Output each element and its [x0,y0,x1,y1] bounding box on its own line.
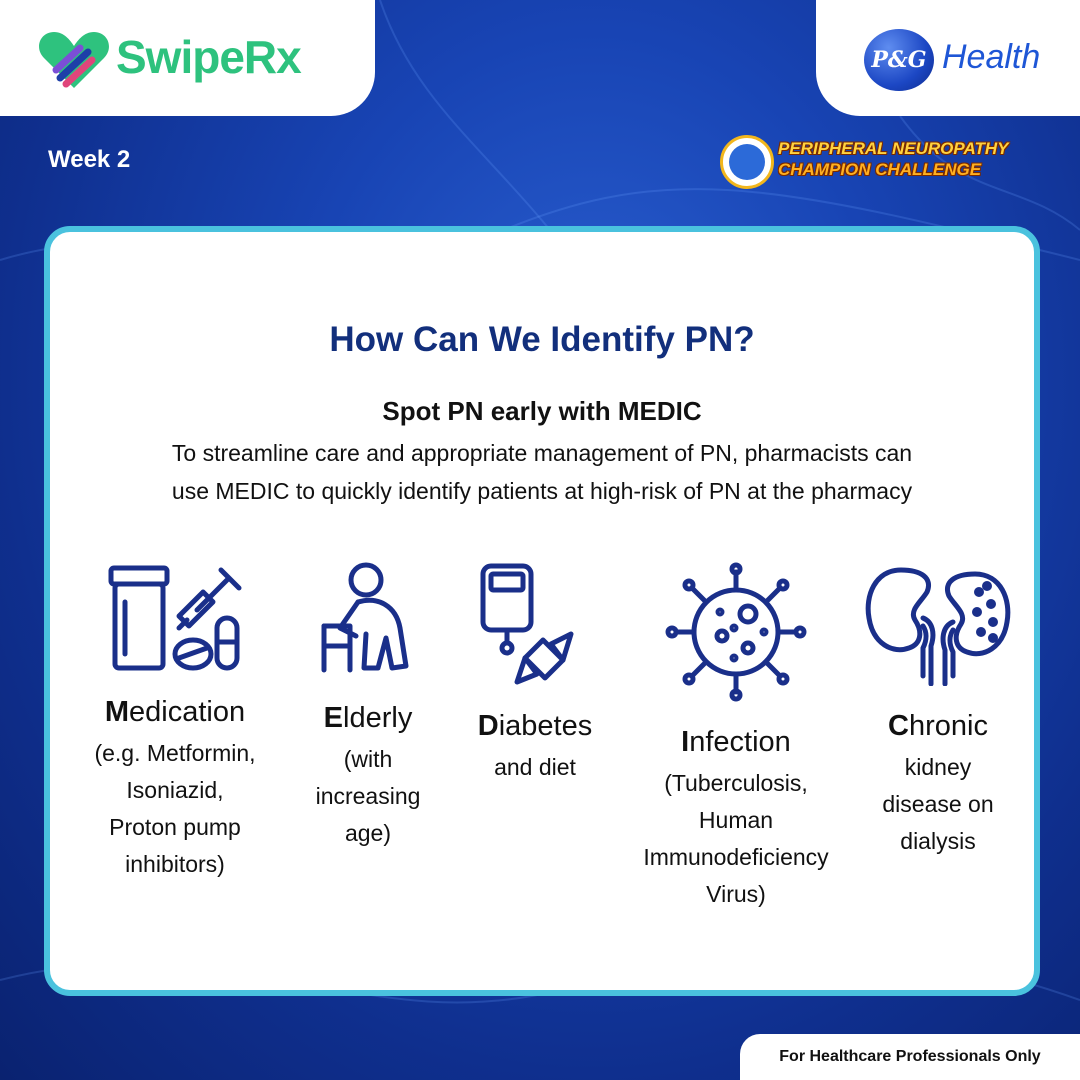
week-label: Week 2 [48,146,131,173]
diabetes-label [460,710,610,743]
description-line-1: To streamline care and appropriate management of PN, pharmacists can [171,440,913,466]
card-subtitle: Spot PN early with MEDIC [382,396,702,426]
swiperx-wordmark: SwipeRx [116,31,301,83]
description-line-2: use MEDIC to quickly identify patients at high-risk of PN at the pharmacy [171,478,913,504]
elderly-detail-line: age) [344,820,392,846]
medic-item-medication [70,562,280,883]
medication-word: edication [129,696,246,728]
chronic-detail-line: kidney [904,754,972,780]
infection-detail-line: Virus) [706,881,766,907]
diabetes-word: iabetes [498,710,593,742]
infection-detail-line: Immunodeficiency [643,844,829,870]
infection-detail [624,765,848,913]
card-title: How Can We Identify PN? [329,320,755,359]
elderly-letter: E [323,702,344,734]
swiperx-logo-panel [0,0,375,116]
challenge-line-1: PERIPHERAL NEUROPATHY [778,139,1009,158]
infection-word: nfection [689,726,791,758]
infection-label [624,726,848,759]
elderly-word: lderly [343,702,413,734]
diabetes-detail-line: and diet [494,754,576,780]
infection-detail-line: (Tuberculosis, [664,770,808,796]
chronic-detail-line: dialysis [900,828,976,854]
medic-item-elderly [298,562,438,852]
content-card [44,226,1040,996]
medic-item-diabetes [460,562,610,786]
medic-item-chronic [860,562,1016,860]
medication-label [70,696,280,729]
infection-detail-line: Human [698,807,774,833]
elderly-label [298,702,438,735]
virus-icon [664,562,808,702]
chronic-letter: C [888,710,909,742]
kidney-icon [861,562,1015,686]
disclaimer-footer: For Healthcare Professionals Only [740,1034,1080,1080]
medication-detail [70,735,280,883]
challenge-line-2: CHAMPION CHALLENGE [778,160,982,179]
medic-item-infection [624,562,848,913]
diabetes-icon [477,562,593,686]
medication-letter: M [104,696,130,728]
diabetes-letter: D [477,710,499,742]
medication-detail-line: Proton pump [109,814,241,840]
elderly-icon [318,562,418,678]
medication-icon [105,562,245,672]
chronic-detail [860,749,1016,860]
chronic-word: hronic [908,710,988,742]
elderly-detail [298,741,438,852]
champion-badge-icon [720,135,774,189]
card-description [90,434,994,510]
pg-health-wordmark: Health [942,38,1041,76]
pg-logo: P&G [864,29,934,91]
medication-detail-line: Isoniazid, [126,777,224,803]
diabetes-detail [460,749,610,786]
challenge-title [778,138,1008,180]
medication-detail-line: inhibitors) [125,851,225,877]
chronic-detail-line: disease on [882,791,994,817]
chronic-label [860,710,1016,743]
swiperx-heart-icon [36,28,112,92]
medication-detail-line: (e.g. Metformin, [94,740,256,766]
elderly-detail-line: increasing [315,783,421,809]
elderly-detail-line: (with [343,746,393,772]
infection-letter: I [681,726,690,758]
